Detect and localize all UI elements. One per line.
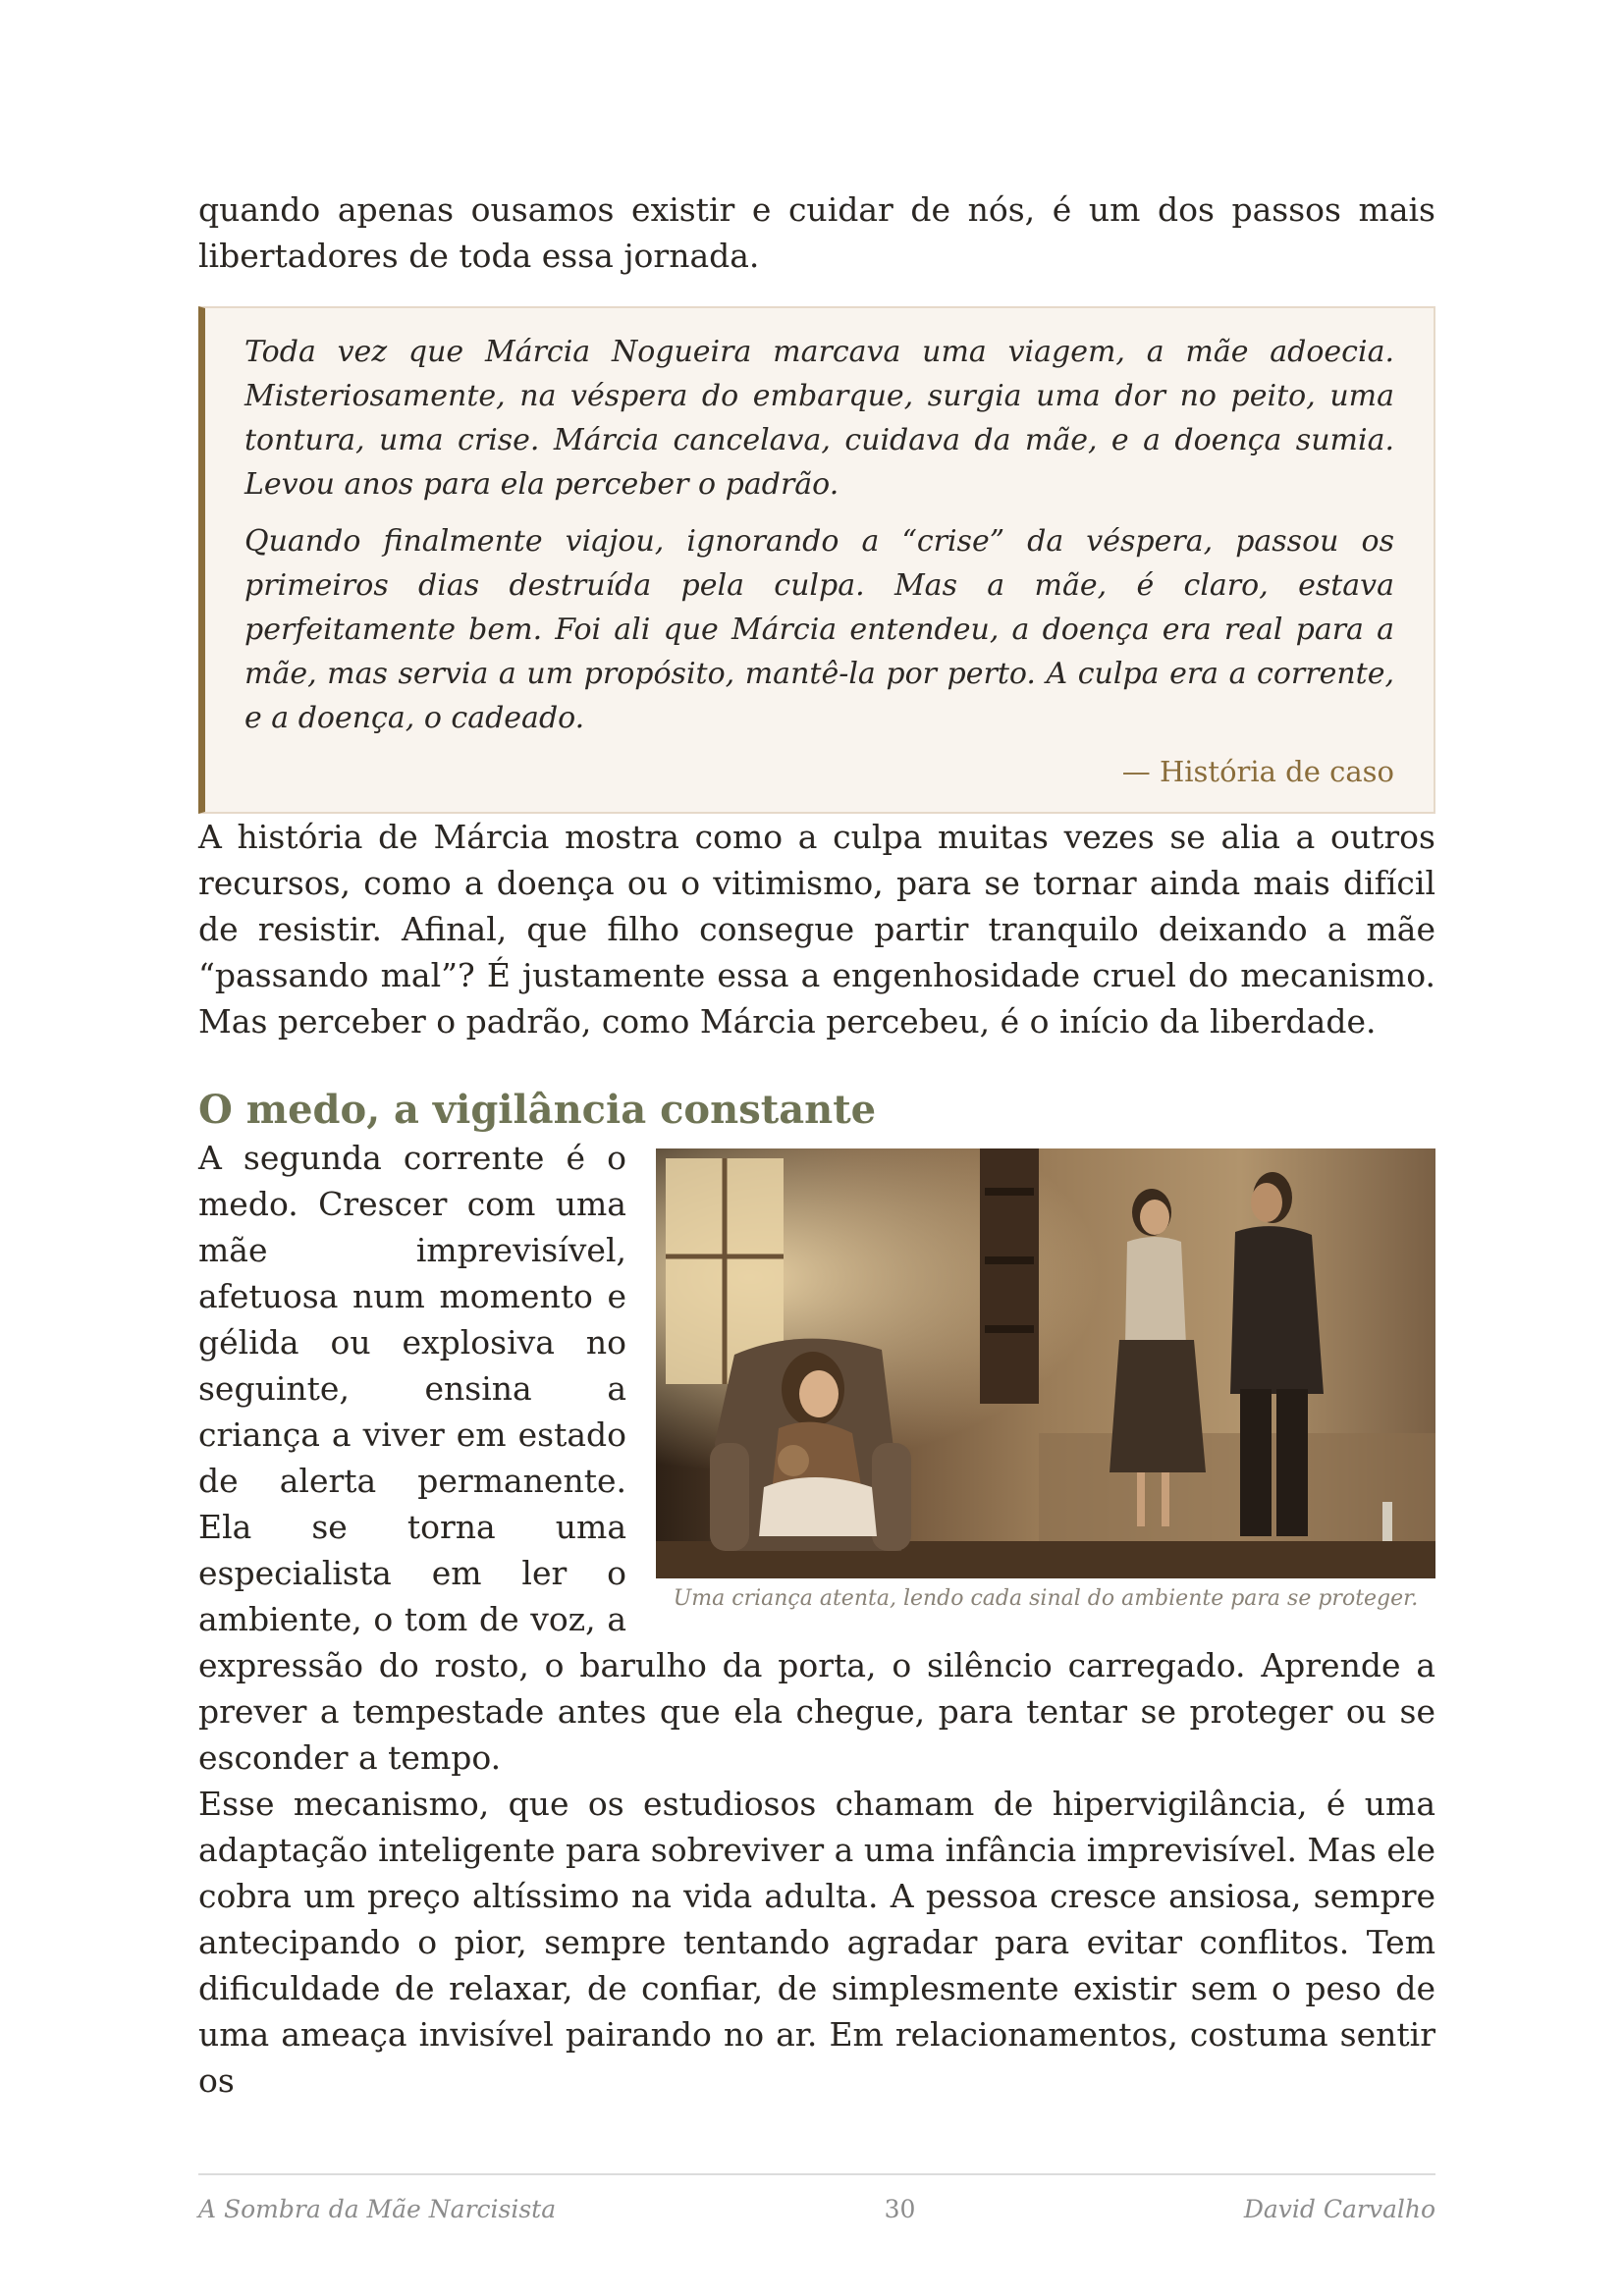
hypervigilance-paragraph: Esse mecanismo, que os estudiosos chamam de hipervigilância, é uma adaptação inteligente para sobreviver a uma infância imprevisível. Mas ele cobra um preço altíssimo na vida adulta. A pessoa cresce ansiosa, sempre antecipando o pior, sempre tentando agradar para evitar conflitos. Tem dificuldade de relaxar, de confiar, de simplesmente existir sem o peso de uma ameaça invisível pairando no ar. Em relacionamentos, costuma sentir os [198,1785,1435,2100]
footer-author: David Carvalho [1243,2195,1435,2223]
quote-attribution: — História de caso [1121,755,1394,788]
figure [656,1148,1435,1616]
case-story-blockquote [198,306,1435,814]
intro-paragraph: quando apenas ousamos existir e cuidar de nós, é um dos passos mais libertadores de toda essa jornada. [198,190,1435,275]
page-footer [198,2173,1435,2223]
figure-caption: Uma criança atenta, lendo cada sinal do ambiente para se proteger. [673,1586,1419,1611]
footer-page-number: 30 [884,2195,916,2223]
child-in-armchair-photo [656,1148,1435,1578]
paragraph-after-quote: A história de Márcia mostra como a culpa muitas vezes se alia a outros recursos, como a doença ou o vitimismo, para se tornar ainda mais difícil de resistir. Afinal, que filho consegue partir tranquilo deixando a mãe “passando mal”? É justamente essa a engenhosidade cruel do mecanismo. Mas perceber o padrão, como Márcia percebeu, é o início da liberdade. [198,818,1435,1041]
quote-paragraph-2: Quando finalmente viajou, ignorando a “crise” da véspera, passou os primeiros dias destruída pela culpa. Mas a mãe, é claro, estava perfeitamente bem. Foi ali que Márcia entendeu, a doença era real para a mãe, mas servia a um propósito, mantê-la por perto. A culpa era a corrente, e a doença, o cadeado. [244,524,1394,735]
footer-book-title: A Sombra da Mãe Narcisista [198,2195,557,2223]
section-paragraph: A segunda corrente é o medo. Crescer com uma mãe imprevisível, afetuosa num momento e gélida ou explosiva no seguinte, ensina a criança a viver em estado de alerta permanente. Ela se torna uma especialista em ler o ambiente, o tom de voz, a expressão do rosto, o barulho da porta, o silêncio carregado. Aprende a prever a tempestade antes que ela chegue, para tentar se proteger ou se esconder a tempo. [198,1139,1435,1777]
quote-paragraph-1: Toda vez que Márcia Nogueira marcava uma viagem, a mãe adoecia. Misteriosamente, na véspera do embarque, surgia uma dor no peito, uma tontura, uma crise. Márcia cancelava, cuidava da mãe, e a doença sumia. Levou anos para ela perceber o padrão. [244,335,1394,502]
section-heading: O medo, a vigilância constante [198,1087,877,1133]
photo-illustration [656,1148,1435,1578]
page-content [198,187,1435,2104]
